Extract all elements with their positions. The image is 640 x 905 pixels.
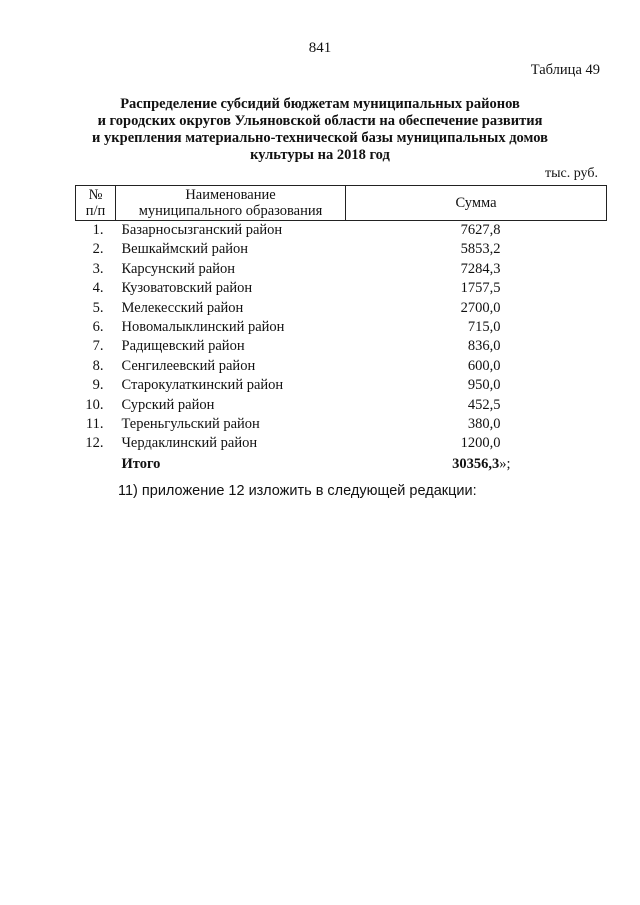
- header-name-line1: Наименование: [185, 187, 276, 203]
- total-sum-cell: [346, 454, 607, 475]
- row-number: 6.: [92, 319, 104, 336]
- column-header-number: [76, 186, 116, 221]
- row-sum: 1757,5: [460, 280, 501, 297]
- row-sum: 715,0: [467, 319, 501, 336]
- row-name: Новомалыклинский район: [121, 319, 285, 336]
- row-number: 4.: [92, 280, 104, 297]
- row-sum: 600,0: [467, 357, 501, 374]
- row-number: 11.: [85, 416, 104, 433]
- total-sum: 30356,3: [452, 455, 500, 472]
- heading-line: культуры на 2018 год: [250, 147, 390, 163]
- heading-line: Распределение субсидий бюджетам муниципальных районов: [120, 96, 520, 112]
- document-heading: [60, 96, 580, 164]
- table-row: [76, 240, 607, 259]
- subsidy-table: [75, 185, 607, 475]
- row-name: Сурский район: [121, 396, 215, 413]
- table-row: [76, 434, 607, 453]
- table-row: [76, 318, 607, 337]
- table-total-row: [76, 454, 607, 475]
- table-row: [76, 415, 607, 434]
- row-name: Вешкаймский район: [121, 241, 249, 258]
- row-sum: 1200,0: [460, 435, 501, 452]
- header-num-line1: №: [88, 187, 103, 203]
- row-number: 2.: [92, 241, 104, 258]
- row-number: 7.: [92, 338, 104, 355]
- table-row: [76, 221, 607, 241]
- table-row: [76, 299, 607, 318]
- row-name: Радищевский район: [121, 338, 245, 355]
- row-number: 3.: [92, 260, 104, 277]
- row-number: 1.: [92, 222, 104, 238]
- table-row: [76, 357, 607, 376]
- row-sum: 7284,3: [460, 260, 501, 277]
- row-name: Чердаклинский район: [121, 435, 258, 452]
- column-header-sum: Сумма: [346, 186, 607, 221]
- heading-line: и укрепления материально-технической базы муниципальных домов: [92, 130, 548, 146]
- table-header-row: [76, 186, 607, 221]
- table-row: [76, 396, 607, 415]
- row-sum: 950,0: [467, 377, 501, 394]
- heading-line: и городских округов Ульяновской области на обеспечение развития: [97, 113, 543, 129]
- column-header-name: [116, 186, 346, 221]
- table-label: Таблица 49: [530, 62, 600, 78]
- row-name: Тереньгульский район: [121, 416, 260, 433]
- row-name: Мелекесский район: [121, 299, 244, 316]
- row-name: Карсунский район: [121, 260, 236, 277]
- amendment-line: 11) приложение 12 изложить в следующей редакции:: [118, 483, 477, 499]
- row-sum: 380,0: [467, 416, 501, 433]
- row-number: 5.: [92, 299, 104, 316]
- page-number: 841: [308, 40, 332, 56]
- total-spacer: [76, 454, 116, 475]
- row-sum: 2700,0: [460, 299, 501, 316]
- unit-note: тыс. руб.: [545, 166, 598, 181]
- row-sum: 5853,2: [460, 241, 501, 258]
- row-sum: 836,0: [467, 338, 501, 355]
- row-number: 12.: [85, 435, 104, 452]
- table-row: [76, 337, 607, 356]
- header-num-line2: п/п: [85, 203, 106, 219]
- row-name: Старокулаткинский район: [121, 377, 284, 394]
- row-number: 8.: [92, 357, 104, 374]
- total-label: Итого: [121, 455, 161, 472]
- row-name: Базарносызганский район: [121, 222, 283, 238]
- row-name: Кузоватовский район: [121, 280, 253, 297]
- row-sum: 7627,8: [460, 222, 501, 238]
- table-row: [76, 279, 607, 298]
- table-row: [76, 260, 607, 279]
- row-number: 9.: [92, 377, 104, 394]
- header-name-line2: муниципального образования: [138, 203, 323, 219]
- table-row: [76, 376, 607, 395]
- total-suffix: »;: [499, 455, 511, 472]
- row-name: Сенгилеевский район: [121, 357, 256, 374]
- row-number: 10.: [85, 396, 104, 413]
- row-sum: 452,5: [467, 396, 501, 413]
